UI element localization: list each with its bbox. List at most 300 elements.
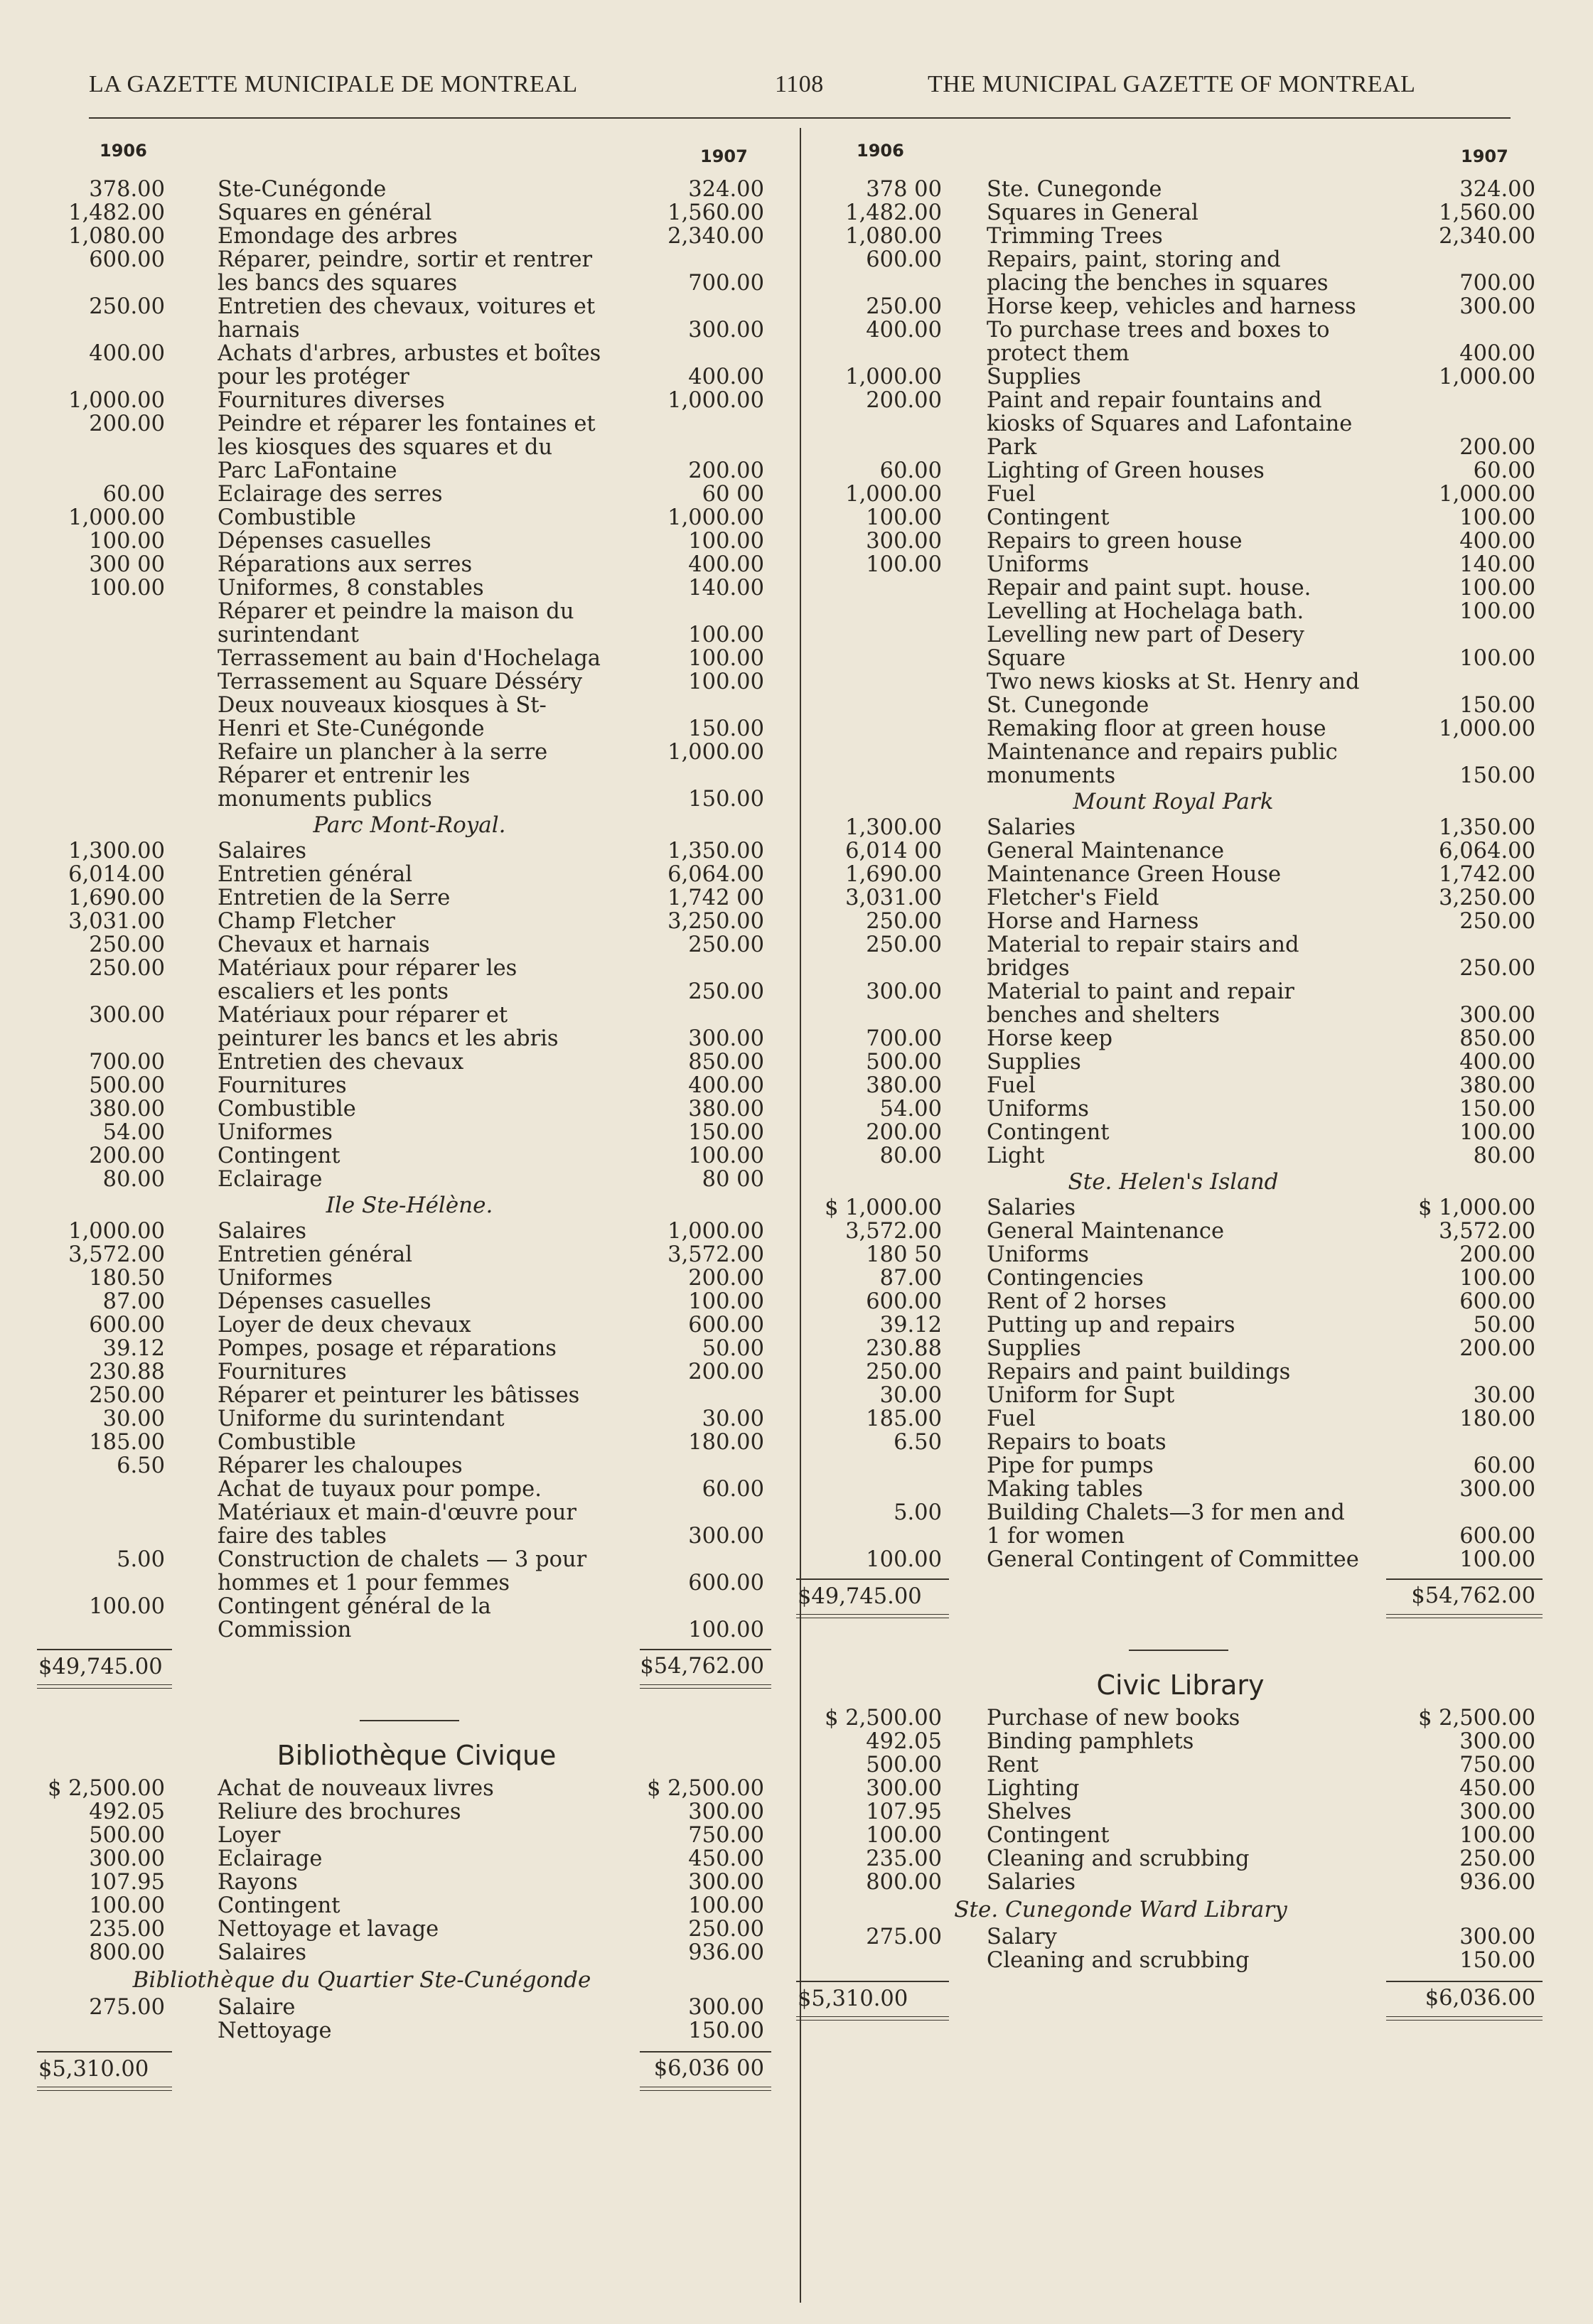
french-parks-item-label: Deux nouveaux kiosques à St-Henri et Ste-Cunégonde bbox=[218, 694, 547, 741]
french-parks-budget-amount: 100.00 bbox=[688, 529, 764, 554]
french-parks-item-label: Refaire un plancher à la serre bbox=[218, 741, 548, 764]
english-total-underline-b bbox=[1386, 1614, 1543, 1618]
english-mount_royal-budget-amount: 100.00 bbox=[1459, 1120, 1535, 1145]
french-parks-budget-amount: 1,560.00 bbox=[667, 200, 764, 225]
english-parks-prior-amount: 1,080.00 bbox=[845, 224, 942, 249]
english-parks-budget-amount: 60.00 bbox=[1473, 458, 1535, 483]
french-mount_royal-item-label: Salaires bbox=[218, 839, 307, 863]
french-helen-prior-amount: 39.12 bbox=[102, 1336, 165, 1361]
english-parks-budget-amount: 100.00 bbox=[1459, 505, 1535, 530]
english-helen-item-label: Making tables bbox=[987, 1478, 1143, 1501]
french-library-item-label: Eclairage bbox=[218, 1847, 323, 1871]
french-helen-prior-amount: 600.00 bbox=[89, 1313, 165, 1338]
french-parks-budget-amount: 100.00 bbox=[688, 623, 764, 647]
french-library-item-label: Nettoyage et lavage bbox=[218, 1917, 439, 1941]
french-parks-item-label: Réparer, peindre, sortir et rentrer les bancs des squares bbox=[218, 248, 593, 295]
english-mount_royal-prior-amount: 380.00 bbox=[866, 1073, 942, 1098]
english-mount_royal-budget-amount: 3,250.00 bbox=[1439, 886, 1535, 910]
english-mount_royal-prior-amount: 200.00 bbox=[866, 1120, 942, 1145]
french-branch-item-label: Salaire bbox=[218, 1996, 296, 2019]
french-mount_royal-budget-amount: 1,742 00 bbox=[667, 886, 764, 910]
french-mount_royal-item-label: Matériaux pour réparer les escaliers et les ponts bbox=[218, 957, 517, 1004]
french-helen-prior-amount: 1,000.00 bbox=[68, 1219, 165, 1244]
header-french-title: LA GAZETTE MUNICIPALE DE MONTREAL bbox=[89, 71, 578, 97]
english-helen-prior-amount: 5.00 bbox=[894, 1500, 942, 1525]
french-library-budget-amount: 936.00 bbox=[688, 1940, 764, 1965]
french-mount_royal-budget-amount: 380.00 bbox=[688, 1097, 764, 1121]
english-branch-budget-amount: 150.00 bbox=[1459, 1948, 1535, 1973]
french-helen-prior-amount: 6.50 bbox=[117, 1453, 165, 1478]
english-year-1907: 1907 bbox=[1461, 146, 1508, 166]
english-parks-budget-amount: 1,000.00 bbox=[1439, 365, 1535, 389]
english-total-underline-a bbox=[796, 1614, 949, 1618]
english-mount_royal-prior-amount: 700.00 bbox=[866, 1026, 942, 1051]
french-helen-budget-amount: 600.00 bbox=[688, 1313, 764, 1338]
french-total-rule-a bbox=[37, 1649, 172, 1650]
english-library-prior-amount: 800.00 bbox=[866, 1870, 942, 1895]
english-parks-item-label: Horse keep, vehicles and harness bbox=[987, 295, 1356, 318]
english-helen-prior-amount: $ 1,000.00 bbox=[825, 1195, 942, 1220]
french-mount_royal-item-label: Entretien des chevaux bbox=[218, 1050, 464, 1074]
french-parks-item-label: Entretien des chevaux, voitures et harnais bbox=[218, 295, 596, 342]
french-mount_royal-prior-amount: 54.00 bbox=[102, 1120, 165, 1145]
french-parks-budget-amount: 1,000.00 bbox=[667, 388, 764, 413]
french-branch-budget-amount: 300.00 bbox=[688, 1995, 764, 2020]
french-library-budget-amount: 300.00 bbox=[688, 1800, 764, 1824]
french-mount_royal-budget-amount: 300.00 bbox=[688, 1026, 764, 1051]
french-parks-budget-amount: 400.00 bbox=[688, 552, 764, 577]
english-lib-underline-b bbox=[1386, 2016, 1543, 2021]
french-parks-item-label: Dépenses casuelles bbox=[218, 529, 431, 553]
french-library-budget-amount: 300.00 bbox=[688, 1870, 764, 1895]
french-mount_royal-prior-amount: 80.00 bbox=[102, 1167, 165, 1192]
french-parks-item-label: Peindre et réparer les fontaines et les kiosques des squares et du Parc LaFontaine bbox=[218, 412, 596, 483]
french-mount_royal-item-label: Entretien de la Serre bbox=[218, 886, 451, 910]
french-helen-item-label: Construction de chalets — 3 pour hommes et 1 pour femmes bbox=[218, 1548, 587, 1595]
french-lib-total-rule-b bbox=[640, 2051, 771, 2053]
french-mount_royal-item-label: Contingent bbox=[218, 1144, 340, 1168]
french-parks-budget-amount: 324.00 bbox=[688, 177, 764, 202]
english-helen-prior-amount: 230.88 bbox=[866, 1336, 942, 1361]
english-parks-budget-amount: 1,000.00 bbox=[1439, 482, 1535, 507]
french-parks-budget-amount: 100.00 bbox=[688, 646, 764, 671]
french-library-total-budget: $6,036 00 bbox=[653, 2056, 764, 2081]
english-mount_royal-prior-amount: 6,014 00 bbox=[845, 839, 942, 864]
french-parks-budget-amount: 60 00 bbox=[702, 482, 764, 507]
english-helen-item-label: Contingencies bbox=[987, 1266, 1144, 1290]
english-branch-library-heading: Ste. Cunegonde Ward Library bbox=[954, 1897, 1287, 1922]
english-mount_royal-item-label: Material to paint and repair benches and shelters bbox=[987, 980, 1294, 1027]
english-mount_royal-budget-amount: 1,350.00 bbox=[1439, 815, 1535, 840]
english-helen-prior-amount: 180 50 bbox=[866, 1242, 942, 1267]
french-parks-prior-amount: 300 00 bbox=[89, 552, 165, 577]
french-parks-prior-amount: 100.00 bbox=[89, 529, 165, 554]
french-helen-prior-amount: 250.00 bbox=[89, 1383, 165, 1408]
french-parks-item-label: Réparations aux serres bbox=[218, 553, 473, 576]
french-parks-budget-amount: 1,000.00 bbox=[667, 505, 764, 530]
french-mount_royal-budget-amount: 400.00 bbox=[688, 1073, 764, 1098]
english-parks-item-label: Squares in General bbox=[987, 201, 1198, 225]
english-helen-item-label: Salaries bbox=[987, 1196, 1076, 1220]
english-parks-prior-amount: 60.00 bbox=[879, 458, 942, 483]
french-mount_royal-prior-amount: 6,014.00 bbox=[68, 862, 165, 887]
french-mount_royal-prior-amount: 300.00 bbox=[89, 1003, 165, 1028]
english-library-budget-amount: $ 2,500.00 bbox=[1418, 1706, 1535, 1731]
french-parks-item-label: Combustible bbox=[218, 506, 356, 529]
english-parks-item-label: To purchase trees and boxes to protect them bbox=[987, 318, 1330, 365]
french-mount_royal-item-label: Uniformes bbox=[218, 1121, 333, 1144]
english-helen-item-label: Repairs to boats bbox=[987, 1431, 1166, 1454]
english-library-prior-amount: 235.00 bbox=[866, 1846, 942, 1871]
english-library-item-label: Rent bbox=[987, 1753, 1039, 1777]
french-helen-item-label: Uniformes bbox=[218, 1266, 333, 1290]
english-parks-item-label: Repair and paint supt. house. bbox=[987, 576, 1312, 600]
english-helen-budget-amount: 180.00 bbox=[1459, 1406, 1535, 1431]
french-mount_royal-item-label: Eclairage bbox=[218, 1168, 323, 1191]
french-mount_royal-prior-amount: 1,690.00 bbox=[68, 886, 165, 910]
english-parks-prior-amount: 300.00 bbox=[866, 529, 942, 554]
english-mount_royal-item-label: Supplies bbox=[987, 1050, 1081, 1074]
english-parks-prior-amount: 1,000.00 bbox=[845, 482, 942, 507]
english-helen-item-label: Building Chalets—3 for men and 1 for women bbox=[987, 1501, 1345, 1548]
english-mount_royal-prior-amount: 300.00 bbox=[866, 979, 942, 1004]
english-parks-prior-amount: 100.00 bbox=[866, 552, 942, 577]
french-lib-total-rule-a bbox=[37, 2051, 172, 2053]
french-mount_royal-budget-amount: 100.00 bbox=[688, 1144, 764, 1168]
english-helen_title-heading: Ste. Helen's Island bbox=[1068, 1169, 1279, 1195]
english-mount_royal-budget-amount: 1,742.00 bbox=[1439, 862, 1535, 887]
french-library-item-label: Salaires bbox=[218, 1941, 307, 1964]
french-parks-budget-amount: 2,340.00 bbox=[667, 224, 764, 249]
english-parks-item-label: Repairs, paint, storing and placing the benches in squares bbox=[987, 248, 1329, 295]
french-parks-budget-amount: 400.00 bbox=[688, 365, 764, 389]
english-parks-budget-amount: 1,560.00 bbox=[1439, 200, 1535, 225]
french-total-underline-b bbox=[640, 1684, 771, 1689]
english-parks-item-label: Fuel bbox=[987, 483, 1036, 506]
english-total-rule-a bbox=[796, 1578, 949, 1580]
english-mount_royal-budget-amount: 80.00 bbox=[1473, 1144, 1535, 1168]
english-parks-item-label: Uniforms bbox=[987, 553, 1089, 576]
english-helen-item-label: Putting up and repairs bbox=[987, 1313, 1235, 1337]
english-helen-prior-amount: 250.00 bbox=[866, 1360, 942, 1384]
french-parks-prior-amount: 250.00 bbox=[89, 294, 165, 319]
english-parks-prior-amount: 200.00 bbox=[866, 388, 942, 413]
french-library-prior-amount: 300.00 bbox=[89, 1846, 165, 1871]
english-helen-prior-amount: 39.12 bbox=[879, 1313, 942, 1338]
english-helen-budget-amount: 200.00 bbox=[1459, 1336, 1535, 1361]
english-helen-item-label: Pipe for pumps bbox=[987, 1454, 1154, 1478]
french-helen-item-label: Contingent général de la Commission bbox=[218, 1595, 491, 1642]
english-helen-budget-amount: 300.00 bbox=[1459, 1477, 1535, 1502]
english-helen-item-label: Rent of 2 horses bbox=[987, 1290, 1166, 1313]
french-mount_royal-item-label: Combustible bbox=[218, 1097, 356, 1121]
french-helen-item-label: Réparer les chaloupes bbox=[218, 1454, 463, 1478]
english-mount_royal-item-label: Maintenance Green House bbox=[987, 863, 1282, 886]
english-library-prior-amount: 107.95 bbox=[866, 1800, 942, 1824]
english-mount_royal-prior-amount: 1,300.00 bbox=[845, 815, 942, 840]
english-parks-budget-amount: 150.00 bbox=[1459, 763, 1535, 788]
french-mount_royal-budget-amount: 80 00 bbox=[702, 1167, 764, 1192]
french-parks-prior-amount: 100.00 bbox=[89, 576, 165, 601]
french-parks-prior-amount: 400.00 bbox=[89, 341, 165, 366]
english-mount_royal-budget-amount: 400.00 bbox=[1459, 1050, 1535, 1075]
english-parks-budget-amount: 100.00 bbox=[1459, 646, 1535, 671]
english-branch-item-label: Salary bbox=[987, 1925, 1057, 1949]
french-mount_royal-prior-amount: 500.00 bbox=[89, 1073, 165, 1098]
english-mount_royal-item-label: Horse keep bbox=[987, 1027, 1113, 1050]
french-mount_royal-item-label: Champ Fletcher bbox=[218, 910, 395, 933]
english-mount_royal-prior-amount: 80.00 bbox=[879, 1144, 942, 1168]
header-english-title: THE MUNICIPAL GAZETTE OF MONTREAL bbox=[928, 71, 1416, 97]
english-helen-prior-amount: 30.00 bbox=[879, 1383, 942, 1408]
french-parks-item-label: Fournitures diverses bbox=[218, 389, 445, 412]
english-parks-budget-amount: 100.00 bbox=[1459, 599, 1535, 624]
english-parks-item-label: Trimming Trees bbox=[987, 225, 1163, 248]
french-library-prior-amount: 100.00 bbox=[89, 1893, 165, 1918]
french-parks-item-label: Ste-Cunégonde bbox=[218, 178, 387, 201]
english-helen-item-label: Supplies bbox=[987, 1337, 1081, 1360]
english-parks-prior-amount: 400.00 bbox=[866, 318, 942, 343]
english-lib-total-rule-b bbox=[1386, 1981, 1543, 1982]
english-helen-item-label: Repairs and paint buildings bbox=[987, 1360, 1291, 1384]
english-helen-budget-amount: 30.00 bbox=[1473, 1383, 1535, 1408]
english-helen-budget-amount: $ 1,000.00 bbox=[1418, 1195, 1535, 1220]
french-library-heading: Bibliothèque Civique bbox=[277, 1740, 557, 1771]
french-mount_royal-item-label: Fournitures bbox=[218, 1074, 347, 1097]
french-helen-budget-amount: 300.00 bbox=[688, 1524, 764, 1549]
english-library-total-budget: $6,036.00 bbox=[1425, 1986, 1535, 2011]
english-helen-budget-amount: 100.00 bbox=[1459, 1266, 1535, 1291]
english-lib-underline-a bbox=[796, 2016, 949, 2021]
french-parks-item-label: Eclairage des serres bbox=[218, 483, 443, 506]
french-library-item-label: Rayons bbox=[218, 1871, 298, 1894]
french-helen-prior-amount: 30.00 bbox=[102, 1406, 165, 1431]
english-parks-item-label: Repairs to green house bbox=[987, 529, 1243, 553]
french-library-prior-amount: 800.00 bbox=[89, 1940, 165, 1965]
french-helen-item-label: Entretien général bbox=[218, 1243, 412, 1266]
french-helen-budget-amount: 60.00 bbox=[702, 1477, 764, 1502]
english-mount_royal-budget-amount: 150.00 bbox=[1459, 1097, 1535, 1121]
french-parks-budget-amount: 140.00 bbox=[688, 576, 764, 601]
english-mount_royal-prior-amount: 500.00 bbox=[866, 1050, 942, 1075]
english-library-item-label: Salaries bbox=[987, 1871, 1076, 1894]
french-mount_royal-prior-amount: 1,300.00 bbox=[68, 839, 165, 864]
english-helen-prior-amount: 6.50 bbox=[894, 1430, 942, 1455]
french-parks-budget-amount: 200.00 bbox=[688, 458, 764, 483]
french-library-budget-amount: 450.00 bbox=[688, 1846, 764, 1871]
english-library-budget-amount: 300.00 bbox=[1459, 1729, 1535, 1754]
french-branch-item-label: Nettoyage bbox=[218, 2019, 332, 2043]
english-helen-budget-amount: 200.00 bbox=[1459, 1242, 1535, 1267]
english-parks-item-label: Levelling new part of Desery Square bbox=[987, 623, 1304, 670]
french-helen-budget-amount: 1,000.00 bbox=[667, 1219, 764, 1244]
english-mount_royal-item-label: General Maintenance bbox=[987, 839, 1225, 863]
french-parks-item-label: Terrassement au Square Désséry bbox=[218, 670, 583, 694]
french-total-underline-a bbox=[37, 1684, 172, 1689]
english-mount_royal-budget-amount: 850.00 bbox=[1459, 1026, 1535, 1051]
english-parks-budget-amount: 324.00 bbox=[1459, 177, 1535, 202]
french-helen-prior-amount: 180.50 bbox=[89, 1266, 165, 1291]
english-mount_royal-budget-amount: 380.00 bbox=[1459, 1073, 1535, 1098]
english-parks-item-label: Contingent bbox=[987, 506, 1110, 529]
english-library-item-label: Purchase of new books bbox=[987, 1706, 1240, 1730]
french-parks-prior-amount: 600.00 bbox=[89, 247, 165, 272]
page-header bbox=[0, 71, 1593, 114]
english-parks-item-label: Two news kiosks at St. Henry and St. Cunegonde bbox=[987, 670, 1360, 717]
french-helen-item-label: Pompes, posage et réparations bbox=[218, 1337, 557, 1360]
french-mount_royal-budget-amount: 250.00 bbox=[688, 932, 764, 957]
french-library-item-label: Loyer bbox=[218, 1824, 281, 1847]
english-helen-budget-amount: 600.00 bbox=[1459, 1524, 1535, 1549]
english-mount_royal-prior-amount: 250.00 bbox=[866, 909, 942, 934]
french-parks-budget-amount: 150.00 bbox=[688, 716, 764, 741]
english-parks-budget-amount: 150.00 bbox=[1459, 693, 1535, 718]
english-mount_royal-item-label: Horse and Harness bbox=[987, 910, 1199, 933]
french-section-divider bbox=[360, 1720, 459, 1721]
english-helen-budget-amount: 100.00 bbox=[1459, 1547, 1535, 1572]
french-parks-prior-amount: 1,000.00 bbox=[68, 505, 165, 530]
english-helen-budget-amount: 60.00 bbox=[1473, 1453, 1535, 1478]
french-year-1906: 1906 bbox=[100, 141, 147, 161]
french-mount_royal-prior-amount: 250.00 bbox=[89, 932, 165, 957]
french-mount_royal-budget-amount: 150.00 bbox=[688, 1120, 764, 1145]
french-helen-budget-amount: 200.00 bbox=[688, 1360, 764, 1384]
english-mount_royal-item-label: Uniforms bbox=[987, 1097, 1089, 1121]
english-mount_royal-prior-amount: 250.00 bbox=[866, 932, 942, 957]
french-parks-total-budget: $54,762.00 bbox=[640, 1654, 764, 1679]
english-mount_royal-prior-amount: 1,690.00 bbox=[845, 862, 942, 887]
french-total-rule-b bbox=[640, 1649, 771, 1650]
french-helen-item-label: Achat de tuyaux pour pompe. bbox=[218, 1478, 542, 1501]
english-parks-total-prior: $49,745.00 bbox=[798, 1584, 922, 1609]
french-branch-library-heading: Bibliothèque du Quartier Ste-Cunégonde bbox=[132, 1967, 591, 1993]
english-helen-prior-amount: 3,572.00 bbox=[845, 1219, 942, 1244]
header-rule bbox=[89, 117, 1511, 119]
english-mount_royal-prior-amount: 54.00 bbox=[879, 1097, 942, 1121]
english-helen-prior-amount: 600.00 bbox=[866, 1289, 942, 1314]
french-helen-item-label: Salaires bbox=[218, 1220, 307, 1243]
french-parks-item-label: Achats d'arbres, arbustes et boîtes pour les protéger bbox=[218, 342, 601, 389]
english-parks-item-label: Supplies bbox=[987, 365, 1081, 389]
french-library-item-label: Contingent bbox=[218, 1894, 340, 1917]
french-helen-prior-amount: 185.00 bbox=[89, 1430, 165, 1455]
english-parks-prior-amount: 250.00 bbox=[866, 294, 942, 319]
french-parks-budget-amount: 150.00 bbox=[688, 787, 764, 812]
english-library-prior-amount: 100.00 bbox=[866, 1823, 942, 1848]
french-helen-budget-amount: 200.00 bbox=[688, 1266, 764, 1291]
english-parks-budget-amount: 1,000.00 bbox=[1439, 716, 1535, 741]
english-helen-item-label: Uniforms bbox=[987, 1243, 1089, 1266]
french-library-prior-amount: 235.00 bbox=[89, 1917, 165, 1942]
english-library-prior-amount: 492.05 bbox=[866, 1729, 942, 1754]
english-parks-item-label: Remaking floor at green house bbox=[987, 717, 1326, 741]
french-parks-budget-amount: 700.00 bbox=[688, 271, 764, 296]
english-library-item-label: Shelves bbox=[987, 1800, 1072, 1824]
french-helen-prior-amount: 100.00 bbox=[89, 1594, 165, 1619]
french-library-budget-amount: 250.00 bbox=[688, 1917, 764, 1942]
french-helen-budget-amount: 30.00 bbox=[702, 1406, 764, 1431]
french-mount_royal-item-label: Entretien général bbox=[218, 863, 412, 886]
french-mount_royal-item-label: Chevaux et harnais bbox=[218, 933, 430, 957]
french-helen-item-label: Fournitures bbox=[218, 1360, 347, 1384]
french-branch-prior-amount: 275.00 bbox=[89, 1995, 165, 2020]
english-year-1906: 1906 bbox=[857, 141, 904, 161]
english-mount_royal-item-label: Contingent bbox=[987, 1121, 1110, 1144]
french-branch-budget-amount: 150.00 bbox=[688, 2018, 764, 2043]
english-parks-budget-amount: 100.00 bbox=[1459, 576, 1535, 601]
french-lib-underline-a bbox=[37, 2087, 172, 2091]
french-helen-item-label: Matériaux et main-d'œuvre pour faire des tables bbox=[218, 1501, 576, 1548]
english-parks-item-label: Lighting of Green houses bbox=[987, 459, 1265, 483]
french-helen-prior-amount: 230.88 bbox=[89, 1360, 165, 1384]
english-mount_royal-item-label: Light bbox=[987, 1144, 1045, 1168]
french-parks-prior-amount: 378.00 bbox=[89, 177, 165, 202]
french-parks-item-label: Terrassement au bain d'Hochelaga bbox=[218, 647, 601, 670]
french-library-budget-amount: 750.00 bbox=[688, 1823, 764, 1848]
french-parks-prior-amount: 1,000.00 bbox=[68, 388, 165, 413]
english-branch-budget-amount: 300.00 bbox=[1459, 1925, 1535, 1949]
english-total-rule-b bbox=[1386, 1578, 1543, 1580]
english-library-total-prior: $5,310.00 bbox=[798, 1986, 908, 2011]
english-parks-budget-amount: 140.00 bbox=[1459, 552, 1535, 577]
french-mount_royal-prior-amount: 380.00 bbox=[89, 1097, 165, 1121]
french-library-budget-amount: $ 2,500.00 bbox=[647, 1776, 764, 1801]
french-helen-item-label: Réparer et peinturer les bâtisses bbox=[218, 1384, 580, 1407]
french-mount_royal-prior-amount: 700.00 bbox=[89, 1050, 165, 1075]
english-branch-item-label: Cleaning and scrubbing bbox=[987, 1949, 1250, 1972]
english-parks-item-label: Ste. Cunegonde bbox=[987, 178, 1162, 201]
english-helen-budget-amount: 3,572.00 bbox=[1439, 1219, 1535, 1244]
french-parks-budget-amount: 100.00 bbox=[688, 669, 764, 694]
english-library-budget-amount: 250.00 bbox=[1459, 1846, 1535, 1871]
english-parks-prior-amount: 1,482.00 bbox=[845, 200, 942, 225]
french-helen_title-heading: Ile Ste-Hélène. bbox=[326, 1193, 493, 1218]
english-mount_royal-item-label: Fuel bbox=[987, 1074, 1036, 1097]
english-library-prior-amount: 300.00 bbox=[866, 1776, 942, 1801]
french-mount_royal-prior-amount: 200.00 bbox=[89, 1144, 165, 1168]
english-library-budget-amount: 100.00 bbox=[1459, 1823, 1535, 1848]
french-helen-prior-amount: 3,572.00 bbox=[68, 1242, 165, 1267]
french-library-prior-amount: $ 2,500.00 bbox=[48, 1776, 165, 1801]
english-parks-budget-amount: 2,340.00 bbox=[1439, 224, 1535, 249]
french-parks-item-label: Squares en général bbox=[218, 201, 432, 225]
french-library-total-prior: $5,310.00 bbox=[38, 2057, 149, 2082]
french-library-item-label: Achat de nouveaux livres bbox=[218, 1777, 494, 1800]
english-library-budget-amount: 750.00 bbox=[1459, 1753, 1535, 1777]
french-helen-item-label: Uniforme du surintendant bbox=[218, 1407, 505, 1431]
french-helen-item-label: Dépenses casuelles bbox=[218, 1290, 431, 1313]
french-parks-budget-amount: 1,000.00 bbox=[667, 740, 764, 765]
english-mount_royal-item-label: Salaries bbox=[987, 816, 1076, 839]
english-parks-item-label: Maintenance and repairs public monuments bbox=[987, 741, 1338, 787]
french-parks-budget-amount: 300.00 bbox=[688, 318, 764, 343]
english-library-budget-amount: 936.00 bbox=[1459, 1870, 1535, 1895]
french-parks-prior-amount: 60.00 bbox=[102, 482, 165, 507]
french-parks-prior-amount: 1,080.00 bbox=[68, 224, 165, 249]
english-parks-budget-amount: 400.00 bbox=[1459, 341, 1535, 366]
french-mount_royal-budget-amount: 250.00 bbox=[688, 979, 764, 1004]
english-section-divider bbox=[1129, 1650, 1228, 1651]
french-parks-item-label: Uniformes, 8 constables bbox=[218, 576, 484, 600]
french-mount_royal-prior-amount: 3,031.00 bbox=[68, 909, 165, 934]
english-parks-prior-amount: 378 00 bbox=[866, 177, 942, 202]
french-mount_royal-budget-amount: 850.00 bbox=[688, 1050, 764, 1075]
english-mount_royal-prior-amount: 3,031.00 bbox=[845, 886, 942, 910]
french-helen-budget-amount: 600.00 bbox=[688, 1571, 764, 1596]
french-helen-budget-amount: 100.00 bbox=[688, 1618, 764, 1642]
english-helen-item-label: Uniform for Supt bbox=[987, 1384, 1175, 1407]
french-parks-item-label: Réparer et peindre la maison du surintendant bbox=[218, 600, 574, 647]
